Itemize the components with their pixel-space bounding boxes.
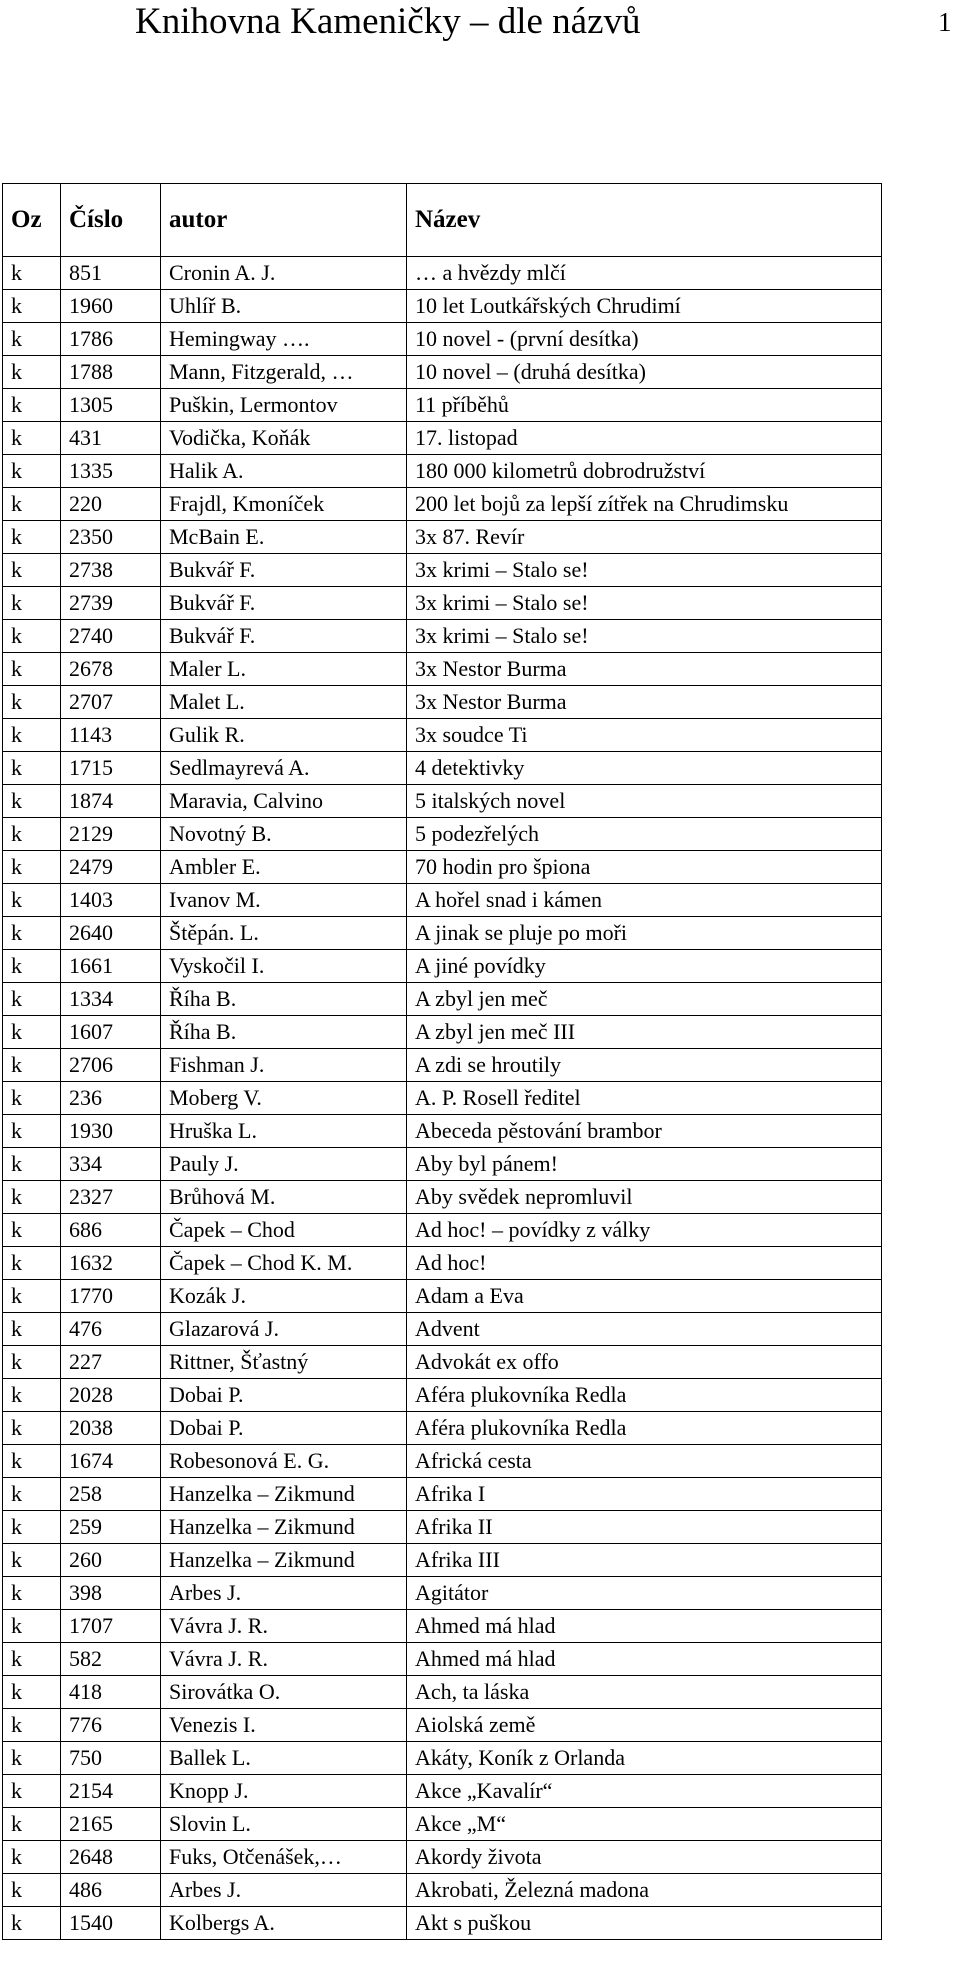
- cell-nazev: Advent: [407, 1313, 882, 1346]
- cell-nazev: Ad hoc!: [407, 1247, 882, 1280]
- cell-cislo: 476: [61, 1313, 161, 1346]
- cell-oz: k: [3, 290, 61, 323]
- cell-autor: Bukvář F.: [161, 587, 407, 620]
- cell-autor: Ivanov M.: [161, 884, 407, 917]
- cell-oz: k: [3, 1676, 61, 1709]
- cell-nazev: 200 let bojů za lepší zítřek na Chrudimsku: [407, 488, 882, 521]
- table-row: [3, 1643, 882, 1676]
- cell-oz: k: [3, 1709, 61, 1742]
- table-row: [3, 1742, 882, 1775]
- cell-autor: Čapek – Chod: [161, 1214, 407, 1247]
- cell-cislo: 1960: [61, 290, 161, 323]
- table-row: [3, 752, 882, 785]
- cell-nazev: 3x 87. Revír: [407, 521, 882, 554]
- cell-autor: McBain E.: [161, 521, 407, 554]
- table-row: [3, 719, 882, 752]
- cell-nazev: A jinak se pluje po moři: [407, 917, 882, 950]
- cell-autor: Brůhová M.: [161, 1181, 407, 1214]
- cell-nazev: A zdi se hroutily: [407, 1049, 882, 1082]
- cell-oz: k: [3, 983, 61, 1016]
- cell-oz: k: [3, 1313, 61, 1346]
- cell-nazev: 10 let Loutkářských Chrudimí: [407, 290, 882, 323]
- cell-cislo: 2327: [61, 1181, 161, 1214]
- table-row: [3, 1907, 882, 1940]
- cell-oz: k: [3, 1346, 61, 1379]
- cell-cislo: 334: [61, 1148, 161, 1181]
- column-header-nazev: Název: [407, 184, 882, 257]
- cell-oz: k: [3, 1115, 61, 1148]
- cell-cislo: 259: [61, 1511, 161, 1544]
- cell-cislo: 1335: [61, 455, 161, 488]
- cell-nazev: Agitátor: [407, 1577, 882, 1610]
- table-row: [3, 1148, 882, 1181]
- cell-oz: k: [3, 818, 61, 851]
- cell-oz: k: [3, 1148, 61, 1181]
- cell-nazev: Aféra plukovníka Redla: [407, 1379, 882, 1412]
- cell-autor: Hanzelka – Zikmund: [161, 1511, 407, 1544]
- cell-cislo: 1305: [61, 389, 161, 422]
- cell-nazev: Ach, ta láska: [407, 1676, 882, 1709]
- table-row: [3, 554, 882, 587]
- cell-nazev: A zbyl jen meč III: [407, 1016, 882, 1049]
- cell-oz: k: [3, 554, 61, 587]
- cell-cislo: 2038: [61, 1412, 161, 1445]
- cell-cislo: 2706: [61, 1049, 161, 1082]
- cell-nazev: 4 detektivky: [407, 752, 882, 785]
- cell-autor: Sirovátka O.: [161, 1676, 407, 1709]
- cell-cislo: 2028: [61, 1379, 161, 1412]
- cell-nazev: Akce „M“: [407, 1808, 882, 1841]
- cell-cislo: 260: [61, 1544, 161, 1577]
- column-header-autor: autor: [161, 184, 407, 257]
- cell-cislo: 582: [61, 1643, 161, 1676]
- cell-autor: Bukvář F.: [161, 554, 407, 587]
- table-body: [3, 257, 882, 1940]
- cell-cislo: 2738: [61, 554, 161, 587]
- cell-oz: k: [3, 1379, 61, 1412]
- cell-oz: k: [3, 1181, 61, 1214]
- column-header-cislo: Číslo: [61, 184, 161, 257]
- table-row: [3, 1247, 882, 1280]
- cell-cislo: 1632: [61, 1247, 161, 1280]
- cell-cislo: 2350: [61, 521, 161, 554]
- cell-nazev: Afrika I: [407, 1478, 882, 1511]
- cell-autor: Vávra J. R.: [161, 1610, 407, 1643]
- cell-autor: Moberg V.: [161, 1082, 407, 1115]
- cell-cislo: 2707: [61, 686, 161, 719]
- cell-oz: k: [3, 389, 61, 422]
- cell-autor: Puškin, Lermontov: [161, 389, 407, 422]
- cell-oz: k: [3, 1775, 61, 1808]
- cell-nazev: Advokát ex offo: [407, 1346, 882, 1379]
- cell-autor: Frajdl, Kmoníček: [161, 488, 407, 521]
- cell-autor: Kolbergs A.: [161, 1907, 407, 1940]
- cell-cislo: 1707: [61, 1610, 161, 1643]
- cell-oz: k: [3, 1643, 61, 1676]
- cell-oz: k: [3, 257, 61, 290]
- cell-cislo: 2154: [61, 1775, 161, 1808]
- cell-nazev: A jiné povídky: [407, 950, 882, 983]
- cell-nazev: A hořel snad i kámen: [407, 884, 882, 917]
- cell-cislo: 418: [61, 1676, 161, 1709]
- cell-autor: Vodička, Koňák: [161, 422, 407, 455]
- cell-oz: k: [3, 1247, 61, 1280]
- table-row: [3, 1082, 882, 1115]
- cell-nazev: A. P. Rosell ředitel: [407, 1082, 882, 1115]
- cell-nazev: 3x Nestor Burma: [407, 686, 882, 719]
- cell-nazev: Aféra plukovníka Redla: [407, 1412, 882, 1445]
- table-row: [3, 1874, 882, 1907]
- cell-autor: Ambler E.: [161, 851, 407, 884]
- table-row: [3, 1775, 882, 1808]
- cell-cislo: 486: [61, 1874, 161, 1907]
- cell-nazev: … a hvězdy mlčí: [407, 257, 882, 290]
- table-header-row: [3, 184, 882, 257]
- table-row: [3, 356, 882, 389]
- table-row: [3, 1346, 882, 1379]
- cell-autor: Novotný B.: [161, 818, 407, 851]
- cell-oz: k: [3, 1610, 61, 1643]
- table-row: [3, 785, 882, 818]
- cell-cislo: 1715: [61, 752, 161, 785]
- cell-nazev: Afrika III: [407, 1544, 882, 1577]
- cell-cislo: 1607: [61, 1016, 161, 1049]
- cell-autor: Sedlmayrevá A.: [161, 752, 407, 785]
- cell-autor: Arbes J.: [161, 1874, 407, 1907]
- table-row: [3, 1280, 882, 1313]
- table-row: [3, 389, 882, 422]
- cell-nazev: Adam a Eva: [407, 1280, 882, 1313]
- table-row: [3, 1577, 882, 1610]
- cell-oz: k: [3, 521, 61, 554]
- cell-oz: k: [3, 1214, 61, 1247]
- cell-nazev: Akrobati, Železná madona: [407, 1874, 882, 1907]
- table-row: [3, 1610, 882, 1643]
- cell-nazev: Aby svědek nepromluvil: [407, 1181, 882, 1214]
- table-row: [3, 587, 882, 620]
- table-row: [3, 1115, 882, 1148]
- cell-autor: Ballek L.: [161, 1742, 407, 1775]
- cell-autor: Uhlíř B.: [161, 290, 407, 323]
- cell-nazev: Aby byl pánem!: [407, 1148, 882, 1181]
- cell-nazev: 3x krimi – Stalo se!: [407, 587, 882, 620]
- cell-oz: k: [3, 1544, 61, 1577]
- cell-nazev: 180 000 kilometrů dobrodružství: [407, 455, 882, 488]
- cell-oz: k: [3, 422, 61, 455]
- cell-autor: Dobai P.: [161, 1379, 407, 1412]
- cell-autor: Říha B.: [161, 1016, 407, 1049]
- cell-nazev: Ahmed má hlad: [407, 1610, 882, 1643]
- cell-oz: k: [3, 1577, 61, 1610]
- cell-nazev: 11 příběhů: [407, 389, 882, 422]
- cell-autor: Gulik R.: [161, 719, 407, 752]
- cell-cislo: 2739: [61, 587, 161, 620]
- cell-cislo: 1770: [61, 1280, 161, 1313]
- cell-nazev: Aiolská země: [407, 1709, 882, 1742]
- table-row: [3, 1445, 882, 1478]
- table-row: [3, 686, 882, 719]
- table-row: [3, 1676, 882, 1709]
- cell-cislo: 2740: [61, 620, 161, 653]
- cell-autor: Vávra J. R.: [161, 1643, 407, 1676]
- cell-cislo: 1334: [61, 983, 161, 1016]
- cell-oz: k: [3, 1874, 61, 1907]
- cell-nazev: 17. listopad: [407, 422, 882, 455]
- cell-cislo: 220: [61, 488, 161, 521]
- cell-autor: Pauly J.: [161, 1148, 407, 1181]
- cell-autor: Vyskočil I.: [161, 950, 407, 983]
- cell-oz: k: [3, 950, 61, 983]
- cell-nazev: Afrika II: [407, 1511, 882, 1544]
- cell-autor: Fuks, Otčenášek,…: [161, 1841, 407, 1874]
- cell-oz: k: [3, 356, 61, 389]
- table-row: [3, 455, 882, 488]
- table-row: [3, 818, 882, 851]
- cell-nazev: Akce „Kavalír“: [407, 1775, 882, 1808]
- column-header-oz: Oz: [3, 184, 61, 257]
- cell-oz: k: [3, 1280, 61, 1313]
- cell-oz: k: [3, 785, 61, 818]
- table-row: [3, 1544, 882, 1577]
- table-row: [3, 422, 882, 455]
- cell-cislo: 1143: [61, 719, 161, 752]
- cell-cislo: 1403: [61, 884, 161, 917]
- table-row: [3, 851, 882, 884]
- table-row: [3, 1016, 882, 1049]
- cell-nazev: Africká cesta: [407, 1445, 882, 1478]
- table-row: [3, 653, 882, 686]
- cell-cislo: 1788: [61, 356, 161, 389]
- cell-oz: k: [3, 1841, 61, 1874]
- cell-cislo: 1874: [61, 785, 161, 818]
- cell-nazev: 5 podezřelých: [407, 818, 882, 851]
- cell-autor: Fishman J.: [161, 1049, 407, 1082]
- cell-nazev: 10 novel – (druhá desítka): [407, 356, 882, 389]
- cell-autor: Knopp J.: [161, 1775, 407, 1808]
- cell-oz: k: [3, 719, 61, 752]
- cell-oz: k: [3, 1082, 61, 1115]
- cell-autor: Slovin L.: [161, 1808, 407, 1841]
- cell-nazev: Akt s puškou: [407, 1907, 882, 1940]
- cell-oz: k: [3, 1478, 61, 1511]
- cell-nazev: 3x krimi – Stalo se!: [407, 554, 882, 587]
- cell-nazev: Akáty, Koník z Orlanda: [407, 1742, 882, 1775]
- cell-autor: Mann, Fitzgerald, …: [161, 356, 407, 389]
- cell-cislo: 686: [61, 1214, 161, 1247]
- table-row: [3, 1709, 882, 1742]
- cell-autor: Robesonová E. G.: [161, 1445, 407, 1478]
- table-row: [3, 1478, 882, 1511]
- table-row: [3, 983, 882, 1016]
- cell-autor: Malet L.: [161, 686, 407, 719]
- cell-nazev: 3x krimi – Stalo se!: [407, 620, 882, 653]
- cell-cislo: 776: [61, 1709, 161, 1742]
- cell-oz: k: [3, 686, 61, 719]
- cell-oz: k: [3, 653, 61, 686]
- cell-autor: Maler L.: [161, 653, 407, 686]
- table-row: [3, 1412, 882, 1445]
- cell-nazev: Ad hoc! – povídky z války: [407, 1214, 882, 1247]
- cell-nazev: 3x Nestor Burma: [407, 653, 882, 686]
- table-row: [3, 950, 882, 983]
- cell-oz: k: [3, 1049, 61, 1082]
- page-number: 1: [938, 7, 952, 37]
- cell-cislo: 2640: [61, 917, 161, 950]
- cell-oz: k: [3, 323, 61, 356]
- cell-autor: Hanzelka – Zikmund: [161, 1478, 407, 1511]
- cell-nazev: Ahmed má hlad: [407, 1643, 882, 1676]
- cell-oz: k: [3, 488, 61, 521]
- cell-cislo: 2479: [61, 851, 161, 884]
- cell-oz: k: [3, 1511, 61, 1544]
- table-row: [3, 1049, 882, 1082]
- cell-cislo: 2129: [61, 818, 161, 851]
- cell-autor: Glazarová J.: [161, 1313, 407, 1346]
- cell-autor: Rittner, Šťastný: [161, 1346, 407, 1379]
- table-row: [3, 488, 882, 521]
- table-row: [3, 1379, 882, 1412]
- cell-cislo: 1930: [61, 1115, 161, 1148]
- cell-oz: k: [3, 455, 61, 488]
- cell-nazev: Akordy života: [407, 1841, 882, 1874]
- cell-oz: k: [3, 1808, 61, 1841]
- cell-cislo: 750: [61, 1742, 161, 1775]
- cell-cislo: 1674: [61, 1445, 161, 1478]
- cell-autor: Dobai P.: [161, 1412, 407, 1445]
- cell-oz: k: [3, 884, 61, 917]
- cell-autor: Hemingway ….: [161, 323, 407, 356]
- cell-cislo: 236: [61, 1082, 161, 1115]
- cell-autor: Kozák J.: [161, 1280, 407, 1313]
- cell-cislo: 2648: [61, 1841, 161, 1874]
- page-title: Knihovna Kameničky – dle názvů: [135, 1, 641, 42]
- cell-oz: k: [3, 1445, 61, 1478]
- cell-oz: k: [3, 1907, 61, 1940]
- cell-autor: Hruška L.: [161, 1115, 407, 1148]
- table-row: [3, 323, 882, 356]
- table-row: [3, 1511, 882, 1544]
- cell-autor: Štěpán. L.: [161, 917, 407, 950]
- table-row: [3, 1214, 882, 1247]
- cell-autor: Bukvář F.: [161, 620, 407, 653]
- cell-oz: k: [3, 851, 61, 884]
- table-row: [3, 1841, 882, 1874]
- cell-autor: Arbes J.: [161, 1577, 407, 1610]
- cell-nazev: 3x soudce Ti: [407, 719, 882, 752]
- cell-nazev: A zbyl jen meč: [407, 983, 882, 1016]
- cell-oz: k: [3, 1742, 61, 1775]
- cell-oz: k: [3, 917, 61, 950]
- table-row: [3, 884, 882, 917]
- table-row: [3, 620, 882, 653]
- cell-oz: k: [3, 752, 61, 785]
- cell-nazev: Abeceda pěstování brambor: [407, 1115, 882, 1148]
- cell-cislo: 398: [61, 1577, 161, 1610]
- cell-cislo: 431: [61, 422, 161, 455]
- cell-cislo: 1786: [61, 323, 161, 356]
- cell-cislo: 258: [61, 1478, 161, 1511]
- cell-autor: Říha B.: [161, 983, 407, 1016]
- cell-cislo: 2165: [61, 1808, 161, 1841]
- cell-autor: Cronin A. J.: [161, 257, 407, 290]
- cell-cislo: 2678: [61, 653, 161, 686]
- cell-nazev: 10 novel - (první desítka): [407, 323, 882, 356]
- table-row: [3, 1808, 882, 1841]
- table-row: [3, 290, 882, 323]
- cell-autor: Venezis I.: [161, 1709, 407, 1742]
- cell-oz: k: [3, 1412, 61, 1445]
- cell-nazev: 5 italských novel: [407, 785, 882, 818]
- cell-oz: k: [3, 620, 61, 653]
- table-row: [3, 1181, 882, 1214]
- cell-nazev: 70 hodin pro špiona: [407, 851, 882, 884]
- table-row: [3, 521, 882, 554]
- cell-oz: k: [3, 587, 61, 620]
- cell-cislo: 1540: [61, 1907, 161, 1940]
- cell-cislo: 851: [61, 257, 161, 290]
- cell-autor: Hanzelka – Zikmund: [161, 1544, 407, 1577]
- cell-cislo: 1661: [61, 950, 161, 983]
- book-catalog-table: [2, 183, 882, 1940]
- table-row: [3, 917, 882, 950]
- cell-autor: Maravia, Calvino: [161, 785, 407, 818]
- cell-oz: k: [3, 1016, 61, 1049]
- cell-cislo: 227: [61, 1346, 161, 1379]
- cell-autor: Čapek – Chod K. M.: [161, 1247, 407, 1280]
- table-row: [3, 1313, 882, 1346]
- cell-autor: Halik A.: [161, 455, 407, 488]
- table-row: [3, 257, 882, 290]
